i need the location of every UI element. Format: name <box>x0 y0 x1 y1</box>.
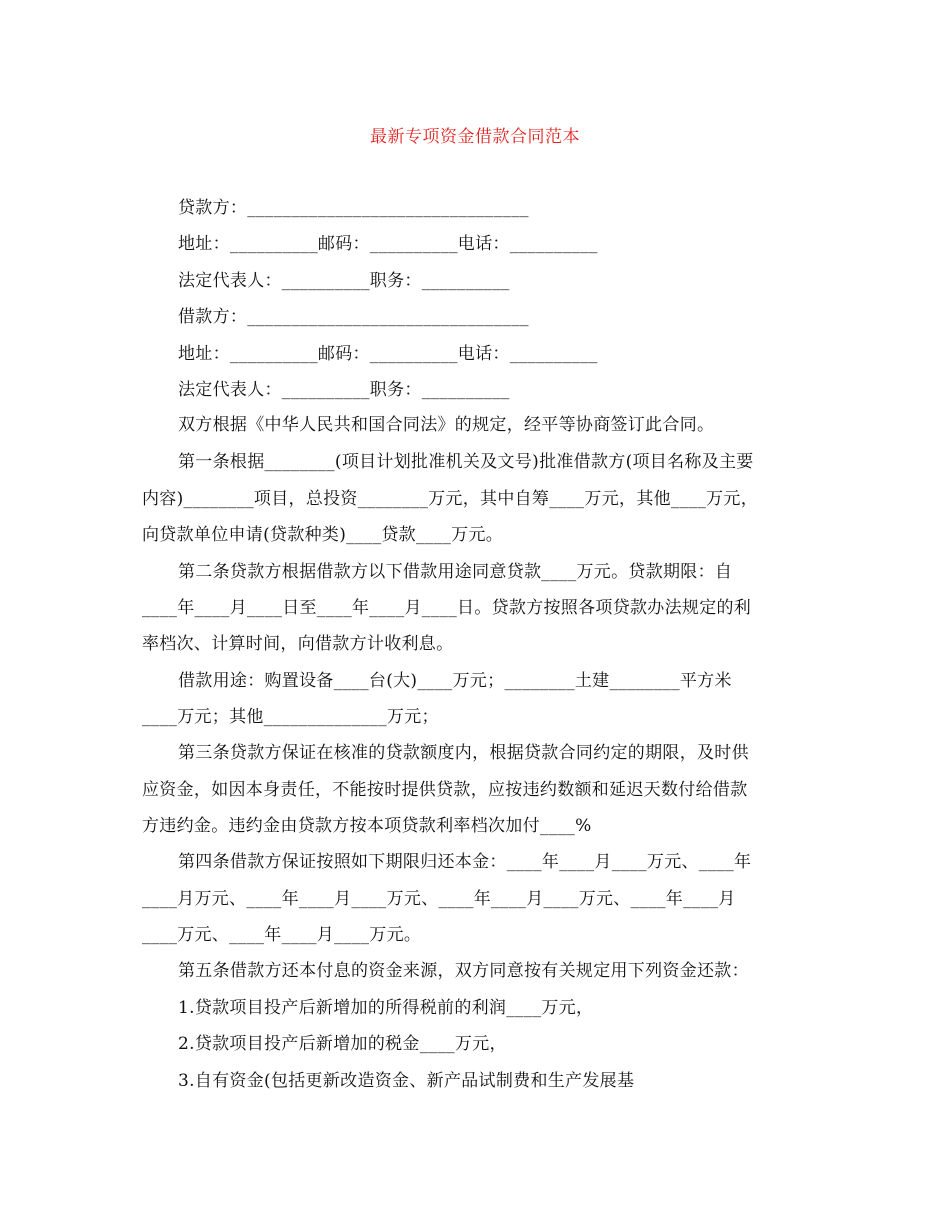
article-2-line-3: 率档次、计算时间，向借款方计收利息。 <box>142 634 454 654</box>
article-2-line-1: 第二条贷款方根据借款方以下借款用途同意贷款____万元。贷款期限：自 <box>178 562 733 582</box>
article-4-line-3: ____万元、____年____月____万元。 <box>142 925 422 945</box>
repayment-source-item-1: 1.贷款项目投产后新增加的所得税前的利润____万元， <box>178 998 594 1018</box>
article-3-line-1: 第三条贷款方保证在核准的贷款额度内，根据贷款合同约定的期限，及时供 <box>178 743 749 763</box>
article-1-line-1: 第一条根据________(项目计划批准机关及文号)批准借款方(项目名称及主要 <box>178 452 754 472</box>
article-4-line-2: ____月万元、____年____月____万元、____年____月____万元、____年____月 <box>142 889 736 909</box>
borrower-address-line: 地址：__________邮码：__________电话：__________ <box>178 344 598 364</box>
lender-representative-line: 法定代表人：__________职务：__________ <box>178 271 510 291</box>
preamble-paragraph: 双方根据《中华人民共和国合同法》的规定，经平等协商签订此合同。 <box>178 415 715 435</box>
repayment-source-item-2: 2.贷款项目投产后新增加的税金____万元， <box>178 1034 507 1054</box>
loan-purpose-line-1: 借款用途：购置设备____台(大)____万元；________土建________平方米 <box>178 671 732 691</box>
article-2-line-2: ____年____月____日至____年____月____日。贷款方按照各项贷款办法规定的利 <box>142 598 752 618</box>
lender-name-line: 贷款方：________________________________ <box>178 198 529 218</box>
borrower-name-line: 借款方：________________________________ <box>178 307 529 327</box>
article-3-line-2: 应资金，如因本身责任，不能按时提供贷款，应按违约数额和延迟天数付给借款 <box>142 780 748 800</box>
article-5-line-1: 第五条借款方还本付息的资金来源，双方同意按有关规定用下列资金还款： <box>178 961 749 981</box>
article-1-line-2: 内容)________项目，总投资________万元，其中自筹____万元，其他____万元， <box>142 489 759 509</box>
article-3-line-3: 方违约金。违约金由贷款方按本项贷款利率档次加付____% <box>142 816 592 836</box>
borrower-representative-line: 法定代表人：__________职务：__________ <box>178 380 510 400</box>
repayment-source-item-3: 3.自有资金(包括更新改造资金、新产品试制费和生产发展基 <box>178 1071 635 1091</box>
article-1-line-3: 向贷款单位申请(贷款种类)____贷款____万元。 <box>142 525 504 545</box>
article-4-line-1: 第四条借款方保证按照如下期限归还本金：____年____月____万元、____年 <box>178 852 752 872</box>
lender-address-line: 地址：__________邮码：__________电话：__________ <box>178 234 598 254</box>
loan-purpose-line-2: ____万元；其他______________万元； <box>142 707 439 727</box>
document-title: 最新专项资金借款合同范本 <box>370 127 580 147</box>
